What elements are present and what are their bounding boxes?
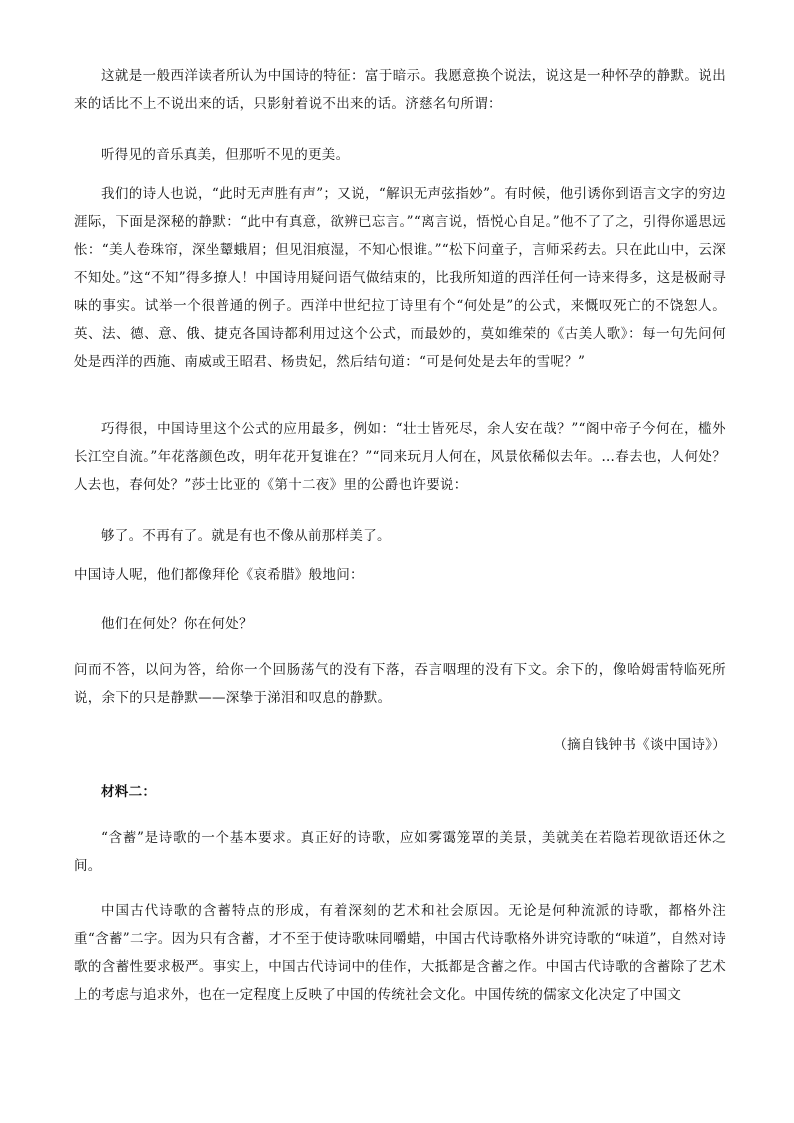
paragraph-where-formula: 巧得很，中国诗里这个公式的应用最多，例如：“壮士皆死尽，余人安在哉？”“阁中帝子今何在，槛外长江空自流。”年花落颜色改，明年花开复谁在？”“同来玩月人何在，风景依稀似去年。…春去也，人何处？人去也，春何处？”莎士比亚的《第十二夜》里的公爵也许要说： [74, 421, 726, 493]
paragraph-silence-conclusion: 问而不答，以问为答，给你一个回肠荡气的没有下落，吞言咽理的没有下文。余下的，像哈姆雷特临死所说，余下的只是静默——深挚于涕泪和叹息的静默。 [74, 662, 726, 706]
section-heading-material-two: 材料二： [101, 784, 157, 800]
quote-keats: 听得见的音乐真美，但那听不见的更美。 [101, 147, 350, 163]
quote-twelfth-night: 够了。不再有了。就是有也不像从前那样美了。 [101, 528, 391, 544]
paragraph-byron: 中国诗人呢，他们都像拜伦《哀希腊》般地问： [74, 567, 364, 583]
paragraph-hanxu-definition: “含蓄”是诗歌的一个基本要求。真正好的诗歌，应如雾霭笼罩的美景，美就美在若隐若现欲语还休之间。 [74, 830, 726, 874]
paragraph-silence-poetry: 我们的诗人也说，“此时无声胜有声”；又说，“解识无声弦指妙”。有时候，他引诱你到语言文字的穷边涯际，下面是深秘的静默：“此中有真意，欲辨已忘言。”“离言说，悟悦心自足。”他不了了之，引得你遥思远怅：“美人卷珠帘，深坐颦蛾眉；但见泪痕湿，不知心恨谁。”“松下问童子，言师采药去。只在此山中，云深不知处。”这“不知”得多撩人！中国诗用疑问语气做结束的，比我所知道的西洋任何一诗来得多，这是极耐寻味的事实。试举一个很普通的例子。西洋中世纪拉丁诗里有个“何处是”的公式，来慨叹死亡的不饶恕人。英、法、德、意、俄、捷克各国诗都利用过这个公式，而最妙的，莫如维荣的《古美人歌》：每一句先问何处是西洋的西施、南威或王昭君、杨贵妃，然后结句道：“可是何处是去年的雪呢？” [74, 186, 726, 370]
paragraph-western-view: 这就是一般西洋读者所认为中国诗的特征：富于暗示。我愿意换个说法，说这是一种怀孕的静默。说出来的话比不上不说出来的话，只影射着说不出来的话。济慈名句所谓： [74, 68, 726, 112]
paragraph-hanxu-origins: 中国古代诗歌的含蓄特点的形成，有着深刻的艺术和社会原因。无论是何种流派的诗歌，都格外注重“含蓄”二字。因为只有含蓄，才不至于使诗歌味同嚼蜡，中国古代诗歌格外讲究诗歌的“味道”，自然对诗歌的含蓄性要求极严。事实上，中国古代诗词中的佳作，大抵都是含蓄之作。中国古代诗歌的含蓄除了艺术上的考虑与追求外，也在一定程度上反映了中国的传统社会文化。中国传统的儒家文化决定了中国文 [74, 903, 726, 1003]
quote-where-are-you: 他们在何处？你在何处？ [101, 616, 253, 632]
source-citation: （摘自钱钟书《谈中国诗》） [553, 737, 726, 753]
